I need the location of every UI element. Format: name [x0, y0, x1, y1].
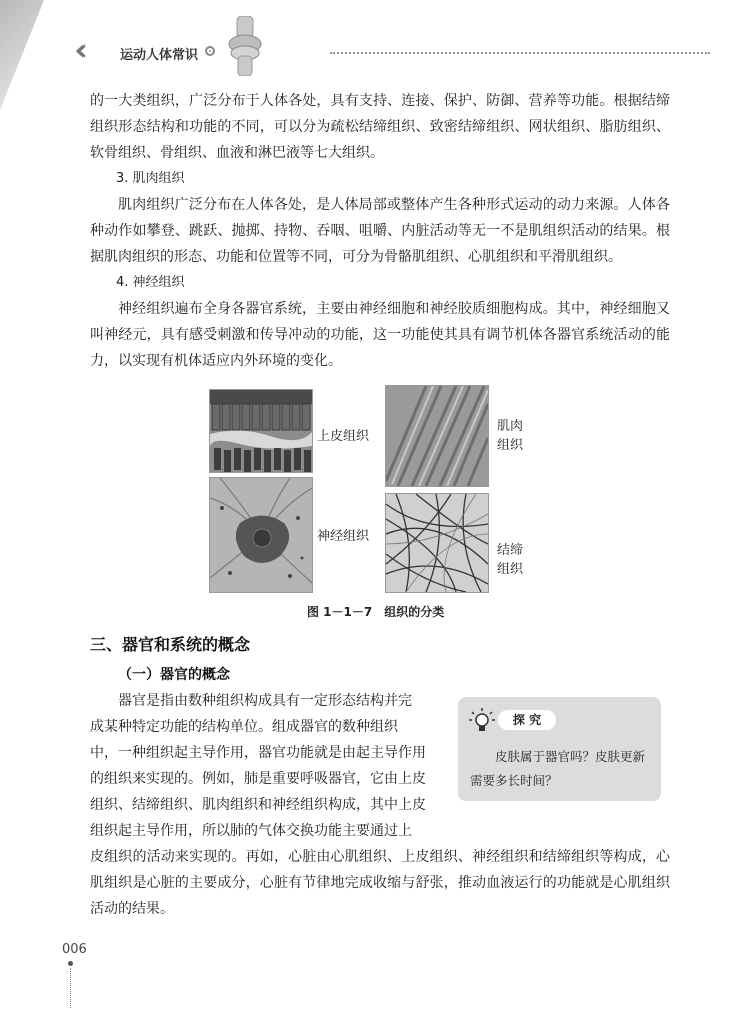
paragraph-muscle-tissue: 肌肉组织广泛分布在人体各处，是人体局部或整体产生各种形式运动的动力来源。人体各种动作如攀登、跳跃、抛掷、持物、吞咽、咀嚼、内脏活动等无一不是肌组织活动的结果。根据肌肉组织的形态、功能和位置等不同，可分为骨骼肌组织、心肌组织和平滑肌组织。 [90, 197, 670, 265]
page-number: 006 [62, 942, 87, 957]
header-title: 运动人体常识 [120, 48, 199, 63]
figure-caption: 图 1－1－7 组织的分类 [307, 605, 445, 619]
connective-tissue-image [385, 493, 489, 593]
organ-line-6: 组织起主导作用，所以肺的气体交换功能主要通过上 [90, 823, 412, 839]
label-nerve-tissue: 神经组织 [317, 529, 370, 544]
knee-joint-icon [220, 16, 270, 76]
running-header [60, 30, 750, 80]
organ-line-4: 的组织来实现的。例如，肺是重要呼吸器官，它由上皮 [90, 771, 426, 787]
page-corner-decoration [0, 0, 44, 110]
muscle-tissue-image [385, 385, 489, 487]
body-text-top [90, 88, 670, 374]
page-number-dotted-line [70, 968, 71, 1008]
label-connective-tissue: 结缔组织 [497, 543, 524, 577]
organ-line-3: 中，一种组织起主导作用，器官功能就是由起主导作用 [90, 745, 426, 761]
epithelial-tissue-image [209, 389, 313, 473]
explore-header [468, 707, 556, 729]
subsection-title: （一）器官的概念 [118, 667, 230, 683]
label-epithelial-tissue: 上皮组织 [317, 429, 370, 444]
nerve-tissue-image [209, 477, 313, 593]
organ-line-1: 器官是指由数种组织构成具有一定形态结构并完 [118, 693, 412, 709]
double-chevron-icon: ‹‹ [74, 33, 78, 68]
paragraph-connective-tissue: 的一大类组织，广泛分布于人体各处，具有支持、连接、保护、防御、营养等功能。根据结缔组织形态结构和功能的不同，可以分为疏松结缔组织、致密结缔组织、网状组织、脂肪组织、软骨组织、骨组织、血液和淋巴液等七大组织。 [90, 93, 670, 161]
organ-line-2: 成某种特定功能的结构单位。组成器官的数种组织 [90, 719, 398, 735]
explore-label: 探 究 [498, 710, 556, 730]
organ-paragraph-narrow [90, 688, 445, 844]
tissue-figure [205, 385, 525, 625]
header-dotted-rule [330, 52, 710, 54]
paragraph-nerve-tissue: 神经组织遍布全身各器官系统，主要由神经细胞和神经胶质细胞构成。其中，神经细胞又叫神经元，具有感受刺激和传导冲动的功能，这一功能使其具有调节机体各器官系统活动的能力，以实现有机体适应内外环境的变化。 [90, 301, 670, 369]
section-title: 三、器官和系统的概念 [90, 635, 251, 654]
heading-nerve-tissue: 4. 神经组织 [116, 275, 185, 290]
organ-paragraph-rest: 皮组织的活动来实现的。再如，心脏由心肌组织、上皮组织、神经组织和结缔组织等构成，心肌组织是心脏的主要成分，心脏有节律地完成收缩与舒张，推动血液运行的功能就是心肌组织活动的结果。 [90, 849, 670, 917]
page-number-dot [68, 961, 73, 966]
label-muscle-tissue: 肌肉组织 [497, 419, 524, 453]
lightbulb-icon [468, 707, 496, 733]
organ-line-5: 组织、结缔组织、肌肉组织和神经组织构成，其中上皮 [90, 797, 426, 813]
explore-sidebar [458, 697, 661, 801]
explore-question: 皮肤属于器官吗？皮肤更新需要多长时间？ [470, 749, 646, 788]
heading-muscle-tissue: 3. 肌肉组织 [116, 171, 185, 186]
circle-dot-icon [205, 46, 215, 56]
